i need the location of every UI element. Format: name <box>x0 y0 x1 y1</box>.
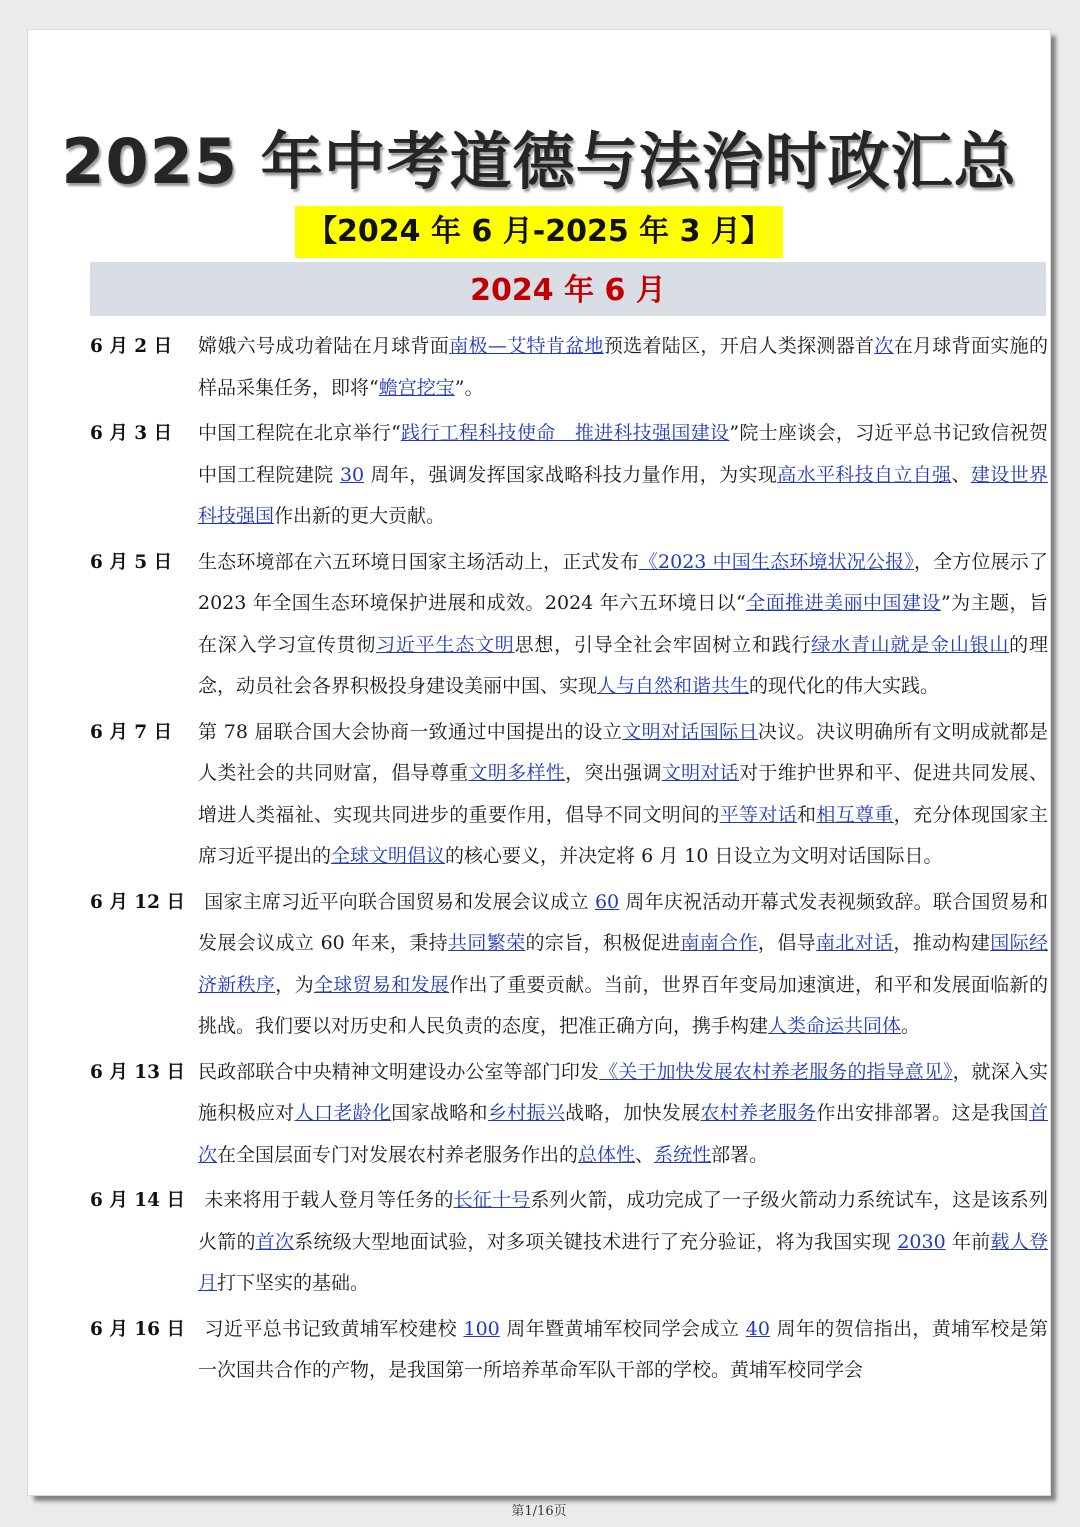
event-date: 6 月 2 日 <box>90 336 173 357</box>
description-text: 周年的贺信指出，黄埔军校是第一次国共合作的产物，是我国第一所培养革命军队干部的学校。黄埔军校同学会 <box>198 1317 1048 1381</box>
keyword-link[interactable]: 平等对话 <box>719 803 798 826</box>
description-text: 周年，强调发挥国家战略科技力量作用，为实现 <box>364 463 778 486</box>
event-entry <box>90 882 1048 1048</box>
event-date: 6 月 5 日 <box>90 551 173 573</box>
keyword-link[interactable]: 长征十号 <box>453 1189 531 1211</box>
date-range-wrapper <box>28 206 1050 258</box>
keyword-link[interactable]: 建设世界科技强国 <box>198 463 1048 527</box>
keyword-link[interactable]: 高水平科技自立自强 <box>777 463 952 486</box>
keyword-link[interactable]: 南极—艾特肯盆地 <box>449 335 604 357</box>
description-text: 国家主席习近平向联合国贸易和发展会议成立 <box>198 890 595 913</box>
event-description <box>198 882 1048 1048</box>
description-text: 在全国层面专门对发展农村养老服务作出的 <box>217 1143 579 1166</box>
keyword-link[interactable]: 相互尊重 <box>816 803 894 826</box>
keyword-link[interactable]: 文明对话 <box>661 762 740 784</box>
date-range-banner: 【2024 年 6 月-2025 年 3 月】 <box>295 206 783 258</box>
description-text: ”。 <box>454 376 484 399</box>
event-date: 6 月 7 日 <box>90 721 173 743</box>
keyword-link[interactable]: 蟾宫挖宝 <box>378 376 455 399</box>
description-text: 、 <box>951 463 971 486</box>
keyword-link[interactable]: 全球文明倡议 <box>331 845 446 867</box>
keyword-link[interactable]: 南北对话 <box>815 932 894 954</box>
description-text: ，突出强调 <box>565 762 662 784</box>
event-date: 6 月 16 日 <box>90 1318 185 1340</box>
description-text: 的理念，动员社会各界积极投身建设美丽中国、实现 <box>198 633 1048 697</box>
event-entry <box>90 1180 1048 1305</box>
keyword-link[interactable]: 人与自然和谐共生 <box>597 675 750 697</box>
keyword-link[interactable]: 践行工程科技使命 推进科技强国建设 <box>400 422 730 444</box>
keyword-link[interactable]: 习近平生态文明 <box>376 633 515 656</box>
event-entry <box>90 326 1048 409</box>
description-text: 作出了重要贡献。当前，世界百年变局加速演进，和平和发展面临新的挑战。我们要以对历史和人民负责的态度，把准正确方向，携手构建 <box>198 973 1048 1037</box>
page-number: 第1/16页 <box>511 1504 567 1519</box>
keyword-link[interactable]: 文明多样性 <box>468 762 566 784</box>
keyword-link[interactable]: 《2023 中国生态环境状况公报》 <box>638 550 914 573</box>
description-text: 的宗旨，积极促进 <box>525 932 681 954</box>
keyword-link[interactable]: 绿水青山就是金山银山 <box>811 633 1010 656</box>
description-text: 和 <box>797 803 817 826</box>
event-description <box>198 326 1048 409</box>
event-description <box>198 712 1048 878</box>
description-text: 中国工程院在北京举行“ <box>198 422 401 444</box>
description-text: 作出新的更大贡献。 <box>274 505 446 527</box>
keyword-link[interactable]: 首次 <box>255 1230 295 1253</box>
description-text: ，倡导 <box>757 932 816 954</box>
keyword-link[interactable]: 共同繁荣 <box>447 932 526 954</box>
keyword-link[interactable]: 60 <box>594 890 620 913</box>
keyword-link[interactable]: 人类命运共同体 <box>768 1015 902 1037</box>
description-text: 嫦娥六号成功着陆在月球背面 <box>198 335 450 357</box>
keyword-link[interactable]: 全球贸易和发展 <box>313 973 450 996</box>
event-description <box>198 542 1055 708</box>
keyword-link[interactable]: 100 <box>463 1317 500 1340</box>
description-text: 习近平总书记致黄埔军校建校 <box>198 1317 464 1340</box>
description-text: 部署。 <box>711 1143 769 1166</box>
month-heading: 2024 年 6 月 <box>90 262 1046 316</box>
document-page <box>28 30 1055 1519</box>
description-text: 、 <box>635 1143 655 1166</box>
description-text: 系统级大型地面试验，对多项关键技术进行了充分验证，将为我国实现 <box>294 1230 898 1253</box>
description-text: 系列火箭，成功完成了一子级火箭动力系统试车，这是该系列火箭的 <box>198 1189 1048 1253</box>
description-text: 的现代化的伟大实践。 <box>749 675 940 697</box>
event-date: 6 月 13 日 <box>90 1061 185 1083</box>
keyword-link[interactable]: 30 <box>339 463 365 486</box>
description-text: 决议。决议明确所有文明成就都是人类社会的共同财富，倡导尊重 <box>198 720 1048 784</box>
description-text: ，就深入实施积极应对 <box>198 1060 1048 1124</box>
description-text: 周年庆祝活动开幕式发表视频致辞。联合国贸易和发展会议成立 60 年来，秉持 <box>198 890 1049 954</box>
description-text: ，全方位展示了 2023 年全国生态环境保护进展和成效。2024 年六五环境日以“ <box>198 550 1055 614</box>
description-text: 作出安排部署。这是我国 <box>816 1102 1029 1124</box>
event-entry <box>90 542 1055 708</box>
description-text: 在月球背面实施的样品采集任务，即将“ <box>198 335 1048 399</box>
keyword-link[interactable]: 全面推进美丽中国建设 <box>745 592 941 614</box>
event-description <box>198 413 1048 538</box>
event-description <box>198 1052 1048 1177</box>
entry-list <box>90 326 1055 1396</box>
keyword-link[interactable]: 乡村振兴 <box>487 1102 566 1124</box>
description-text: 生态环境部在六五环境日国家主场活动上，正式发布 <box>198 550 639 573</box>
document-title: 2025 年中考道德与法治时政汇总 <box>61 125 1017 198</box>
keyword-link[interactable]: 40 <box>745 1317 770 1340</box>
keyword-link[interactable]: 国际经济新秩序 <box>198 932 1048 996</box>
description-text: 对于维护世界和平、促进共同发展、增进人类福祉、实现共同进步的重要作用，倡导不同文明间的 <box>198 762 1048 826</box>
keyword-link[interactable]: 首次 <box>198 1102 1048 1166</box>
event-entry <box>90 413 1048 538</box>
description-text: 民政部联合中央精神文明建设办公室等部门印发 <box>198 1060 600 1083</box>
description-text: 战略，加快发展 <box>565 1102 701 1124</box>
keyword-link[interactable]: 总体性 <box>578 1143 636 1166</box>
description-text: 的核心要义，并决定将 6 月 10 日设立为文明对话国际日。 <box>445 845 943 867</box>
description-text: ”为主题，旨在深入学习宣传贯彻 <box>198 592 1048 656</box>
description-text: 周年暨黄埔军校同学会成立 <box>499 1317 746 1340</box>
keyword-link[interactable]: 2030 <box>897 1230 946 1253</box>
event-entry <box>90 1309 1048 1392</box>
description-text: ，充分体现国家主席习近平提出的 <box>198 803 1048 867</box>
event-date: 6 月 14 日 <box>90 1190 185 1211</box>
keyword-link[interactable]: 次 <box>874 335 894 357</box>
event-date: 6 月 12 日 <box>90 891 185 913</box>
description-text: ，为 <box>275 973 314 996</box>
keyword-link[interactable]: 人口老龄化 <box>294 1102 392 1124</box>
keyword-link[interactable]: 文明对话国际日 <box>622 720 758 743</box>
event-date: 6 月 3 日 <box>90 423 173 444</box>
event-description <box>198 1180 1048 1305</box>
description-text: ”院士座谈会，习近平总书记致信祝贺中国工程院建院 <box>198 422 1048 486</box>
keyword-link[interactable]: 系统性 <box>654 1143 712 1166</box>
event-description <box>198 1309 1048 1392</box>
description-text: 打下坚实的基础。 <box>217 1272 370 1294</box>
description-text: 预选着陆区，开启人类探测器首 <box>603 335 875 357</box>
keyword-link[interactable]: 南南合作 <box>680 932 758 954</box>
description-text: 。 <box>901 1015 921 1037</box>
description-text: 国家战略和 <box>391 1102 488 1124</box>
keyword-link[interactable]: 载人登月 <box>198 1230 1048 1294</box>
description-text: 未来将用于载人登月等任务的 <box>198 1189 454 1211</box>
keyword-link[interactable]: 《关于加快发展农村养老服务的指导意见》 <box>599 1060 953 1083</box>
description-text: 年前 <box>945 1230 991 1253</box>
keyword-link[interactable]: 农村养老服务 <box>700 1102 817 1124</box>
event-entry <box>90 712 1048 878</box>
description-text: 思想，引导全社会牢固树立和践行 <box>514 633 812 656</box>
event-entry <box>90 1052 1048 1177</box>
description-text: 第 78 届联合国大会协商一致通过中国提出的设立 <box>198 720 623 743</box>
description-text: ，推动构建 <box>893 932 991 954</box>
